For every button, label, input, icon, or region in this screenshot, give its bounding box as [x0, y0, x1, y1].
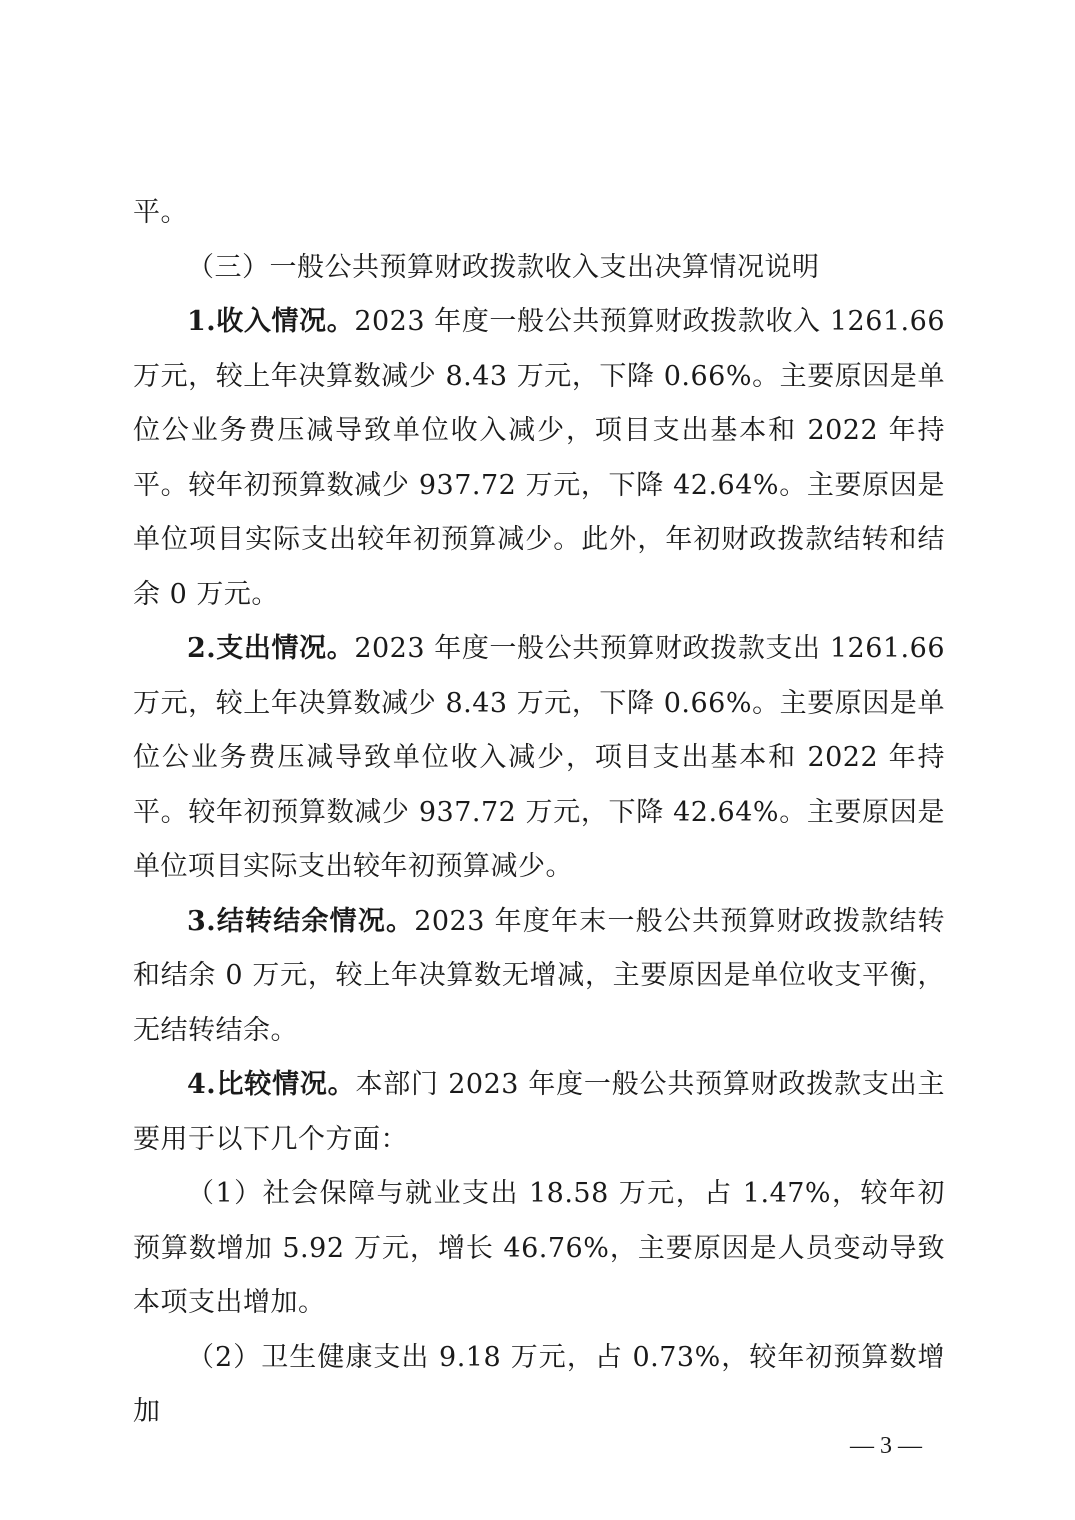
paragraph-text-carryover: 2023 年度年末一般公共预算财政拨款结转和结余 0 万元，较上年决算数无增减，主要原因是单位收支平衡，无结转结余。 — [133, 905, 946, 1046]
paragraph-income — [133, 295, 945, 622]
paragraph-heading-carryover: 3.结转结余情况。 — [187, 905, 415, 937]
paragraph-expenditure — [133, 622, 945, 895]
paragraph-heading-expenditure: 2.支出情况。 — [187, 633, 355, 664]
paragraph-text-expenditure: 2023 年度一般公共预算财政拨款支出 1261.66 万元，较上年决算数减少 8.43 万元，下降 0.66%。主要原因是单位公业务费压减导致单位收入减少，项目支出基本和 2022 年持平。较年初预算数减少 937.72 万元，下降 42.64%。主要原因是单位项目实际支出较年初预算减少。 — [133, 633, 946, 882]
continued-text: 平。 — [133, 197, 188, 228]
list-item-social-security: （1）社会保障与就业支出 18.58 万元，占 1.47%，较年初预算数增加 5.92 万元，增长 46.76%，主要原因是人员变动导致本项支出增加。 — [133, 1178, 945, 1318]
paragraph-comparison — [133, 1058, 945, 1167]
paragraph-text-income: 2023 年度一般公共预算财政拨款收入 1261.66 万元，较上年决算数减少 8.43 万元，下降 0.66%。主要原因是单位公业务费压减导致单位收入减少，项目支出基本和 2022 年持平。较年初预算数减少 937.72 万元，下降 42.64%。主要原因是单位项目实际支出较年初预算减少。此外，年初财政拨款结转和结余 0 万元。 — [133, 306, 946, 610]
section-title: （三）一般公共预算财政拨款收入支出决算情况说明 — [187, 251, 820, 283]
paragraph-text-comparison: 本部门 2023 年度一般公共预算财政拨款支出主要用于以下几个方面： — [133, 1069, 945, 1155]
paragraph-heading-comparison: 4.比较情况。 — [187, 1069, 356, 1100]
paragraph-carryover — [133, 895, 945, 1059]
list-item-health: （2）卫生健康支出 9.18 万元，占 0.73%，较年初预算数增加 — [133, 1341, 945, 1427]
document-body — [133, 186, 945, 1440]
paragraph-heading-income: 1.收入情况。 — [187, 306, 355, 337]
page-number: — 3 — — [850, 1433, 922, 1459]
